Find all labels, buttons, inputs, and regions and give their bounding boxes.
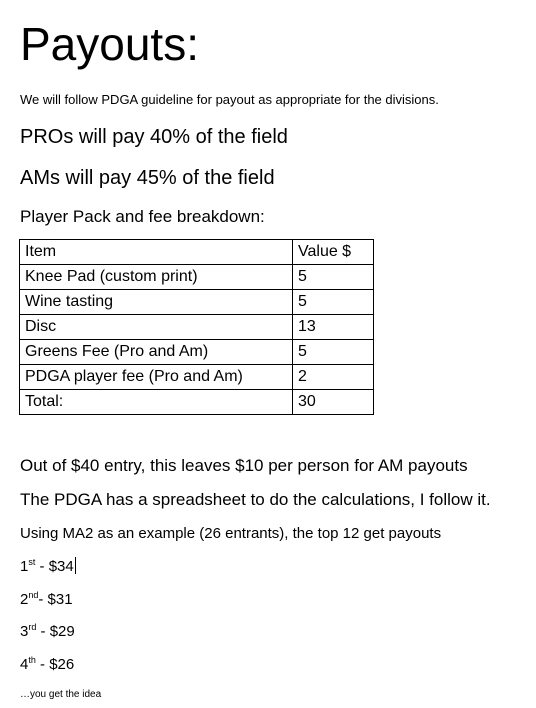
payout-amount: - $29 bbox=[36, 623, 75, 640]
place-number: 1 bbox=[20, 558, 29, 575]
table-cell-item: Greens Fee (Pro and Am) bbox=[20, 340, 293, 365]
payout-line-3 bbox=[20, 622, 75, 642]
am-payout-text: AMs will pay 45% of the field bbox=[20, 167, 275, 189]
table-header-row bbox=[20, 240, 374, 265]
table-cell-item: Knee Pad (custom print) bbox=[20, 265, 293, 290]
page-title: Payouts: bbox=[20, 18, 199, 70]
table-cell-item: Disc bbox=[20, 315, 293, 340]
fee-breakdown-table bbox=[19, 239, 374, 415]
text-cursor bbox=[75, 557, 76, 574]
intro-text: We will follow PDGA guideline for payout as appropriate for the divisions. bbox=[20, 92, 439, 107]
table-cell-item: PDGA player fee (Pro and Am) bbox=[20, 365, 293, 390]
table-row bbox=[20, 315, 374, 340]
place-suffix: rd bbox=[28, 622, 37, 632]
table-cell-item: Total: bbox=[20, 390, 293, 415]
table-row bbox=[20, 340, 374, 365]
place-number: 2 bbox=[20, 591, 29, 608]
table-cell-value: 5 bbox=[293, 340, 374, 365]
place-number: 4 bbox=[20, 656, 29, 673]
closing-note: …you get the idea bbox=[20, 689, 102, 700]
payout-amount: - $31 bbox=[38, 591, 73, 608]
place-number: 3 bbox=[20, 623, 29, 640]
table-total-row bbox=[20, 390, 374, 415]
table-cell-item: Wine tasting bbox=[20, 290, 293, 315]
player-pack-heading: Player Pack and fee breakdown: bbox=[20, 207, 265, 226]
place-suffix: th bbox=[28, 655, 36, 665]
place-suffix: nd bbox=[28, 590, 39, 600]
table-header-item: Item bbox=[20, 240, 293, 265]
table-cell-value: 13 bbox=[293, 315, 374, 340]
entry-text: Out of $40 entry, this leaves $10 per person for AM payouts bbox=[20, 456, 468, 475]
payout-line-4 bbox=[20, 655, 74, 675]
payout-line-1 bbox=[20, 557, 76, 577]
payout-line-2 bbox=[20, 590, 73, 610]
place-suffix: st bbox=[28, 557, 36, 567]
pdga-spreadsheet-text: The PDGA has a spreadsheet to do the calculations, I follow it. bbox=[20, 490, 491, 509]
table-cell-value: 30 bbox=[293, 390, 374, 415]
table-row bbox=[20, 290, 374, 315]
table-row bbox=[20, 365, 374, 390]
table-cell-value: 5 bbox=[293, 265, 374, 290]
payout-amount: - $26 bbox=[35, 656, 75, 673]
table-cell-value: 2 bbox=[293, 365, 374, 390]
pro-payout-text: PROs will pay 40% of the field bbox=[20, 126, 288, 148]
table-header-value: Value $ bbox=[293, 240, 374, 265]
table-row bbox=[20, 265, 374, 290]
payout-amount: - $34 bbox=[35, 558, 74, 575]
table-cell-value: 5 bbox=[293, 290, 374, 315]
example-text: Using MA2 as an example (26 entrants), the top 12 get payouts bbox=[20, 525, 442, 542]
